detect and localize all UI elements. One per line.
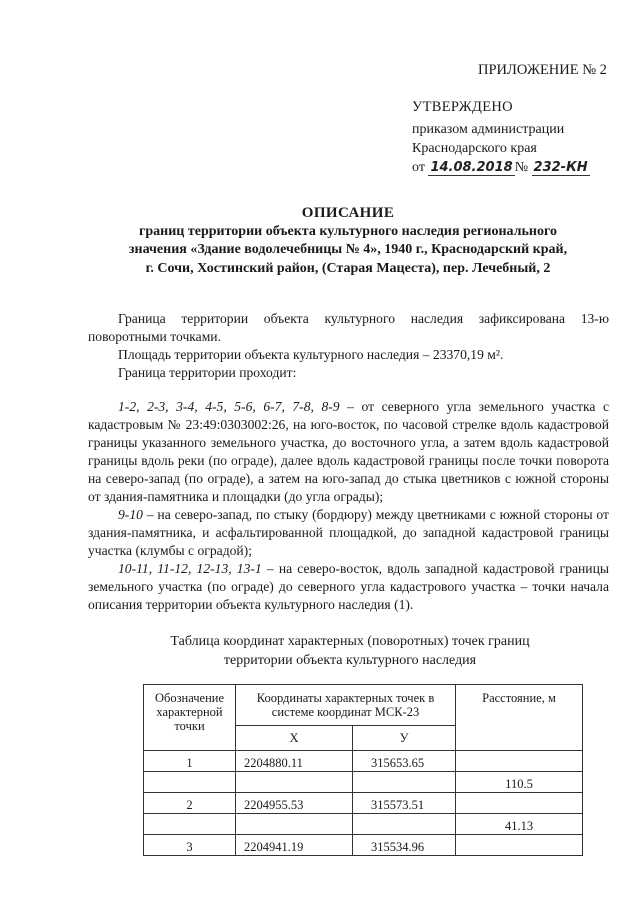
heading-line-2: значения «Здание водолечебницы № 4», 1940 г., Краснодарский край, (128, 242, 568, 257)
segment-1-description (88, 398, 609, 506)
coord-x: 2204880.11 (236, 751, 353, 772)
coord-x (236, 814, 353, 835)
table-row (144, 835, 583, 856)
segment-1-points: 1-2, 2-3, 3-4, 4-5, 5-6, 6-7, 7-8, 8-9 (118, 399, 340, 414)
header-point-designation: Обозначение характерной точки (144, 685, 236, 751)
table-row (144, 772, 583, 793)
paragraph-boundary-intro: Граница территории проходит: (118, 365, 297, 380)
segment-1-text: – от северного угла земельного участка с кадастровым № 23:49:0303002:26, на юго-восток, по часовой стрелке вдоль кадастровой границы указанного земельного участка, до восточного угла, а затем вдоль кадастровой границы вдоль реки (по ограде), далее вдоль кадастровой границы после точки поворота на северо-запад (по ограде), а затем на юго-запад до стыка цветников с южной стороны от здания-памятника и площадки (до угла ограды); (88, 399, 609, 504)
segment-2-description (88, 506, 609, 560)
paragraph-area: Площадь территории объекта культурного наследия – 23370,19 м². (118, 347, 504, 362)
coord-y: 315573.51 (353, 793, 456, 814)
table-row (144, 814, 583, 835)
coord-x: 2204941.19 (236, 835, 353, 856)
approved-by-order: приказом администрации (412, 122, 565, 137)
coord-y: 315653.65 (353, 751, 456, 772)
order-number-sign: № (514, 160, 529, 175)
document-heading (88, 204, 608, 278)
order-from-prefix: от (412, 160, 425, 175)
point-id: 3 (144, 835, 236, 856)
approved-region: Краснодарского края (412, 141, 537, 156)
paragraph-points-count: Граница территории объекта культурного наследия зафиксирована 13-ю поворотными точками. (88, 311, 609, 344)
coord-x (236, 772, 353, 793)
coord-y (353, 814, 456, 835)
distance: 41.13 (456, 814, 583, 835)
table-caption-line-1: Таблица координат характерных (поворотных) точек границ (170, 634, 530, 649)
coordinates-table (143, 684, 583, 856)
order-date-handwritten: 14.08.2018 (430, 160, 513, 175)
point-id (144, 814, 236, 835)
distance (456, 793, 583, 814)
coord-x: 2204955.53 (236, 793, 353, 814)
distance (456, 751, 583, 772)
header-x: X (236, 726, 353, 751)
point-id: 1 (144, 751, 236, 772)
heading-line-1: границ территории объекта культурного наследия регионального (139, 223, 557, 239)
segment-3-points: 10-11, 11-12, 12-13, 13-1 (118, 561, 262, 576)
heading-title: ОПИСАНИЕ (301, 205, 395, 221)
segment-3-text: – на северо-восток, вдоль западной кадастровой границы земельного участка (по ограде) до северного угла кадастрового участка – точки начала описания территории объекта культурного наследия (1). (88, 561, 609, 612)
order-reference (412, 158, 590, 177)
point-id: 2 (144, 793, 236, 814)
heading-line-3: г. Сочи, Хостинский район, (Старая Мацеста), пер. Лечебный, 2 (145, 260, 551, 276)
segment-2-points: 9-10 (118, 507, 143, 522)
appendix-label: ПРИЛОЖЕНИЕ № 2 (478, 62, 607, 78)
approved-title: УТВЕРЖДЕНО (412, 99, 513, 115)
point-id (144, 772, 236, 793)
table-row (144, 751, 583, 772)
distance: 110.5 (456, 772, 583, 793)
coord-y (353, 772, 456, 793)
header-y: У (353, 726, 456, 751)
description-body (88, 310, 609, 614)
table-caption (100, 632, 600, 670)
header-distance: Расстояние, м (456, 685, 583, 751)
table-caption-line-2: территории объекта культурного наследия (223, 653, 477, 668)
table-row (144, 793, 583, 814)
coord-y: 315534.96 (353, 835, 456, 856)
distance (456, 835, 583, 856)
approval-block (412, 98, 590, 177)
header-coordinates: Координаты характерных точек в системе координат МСК-23 (236, 685, 456, 726)
order-number-handwritten: 232-КН (533, 160, 588, 175)
segment-3-description (88, 560, 609, 614)
segment-2-text: – на северо-запад, по стыку (бордюру) между цветниками с южной стороны от здания-памятника, и асфальтированной площадкой, до западной кадастровой границы участка (клумбы с оградой); (88, 507, 609, 558)
